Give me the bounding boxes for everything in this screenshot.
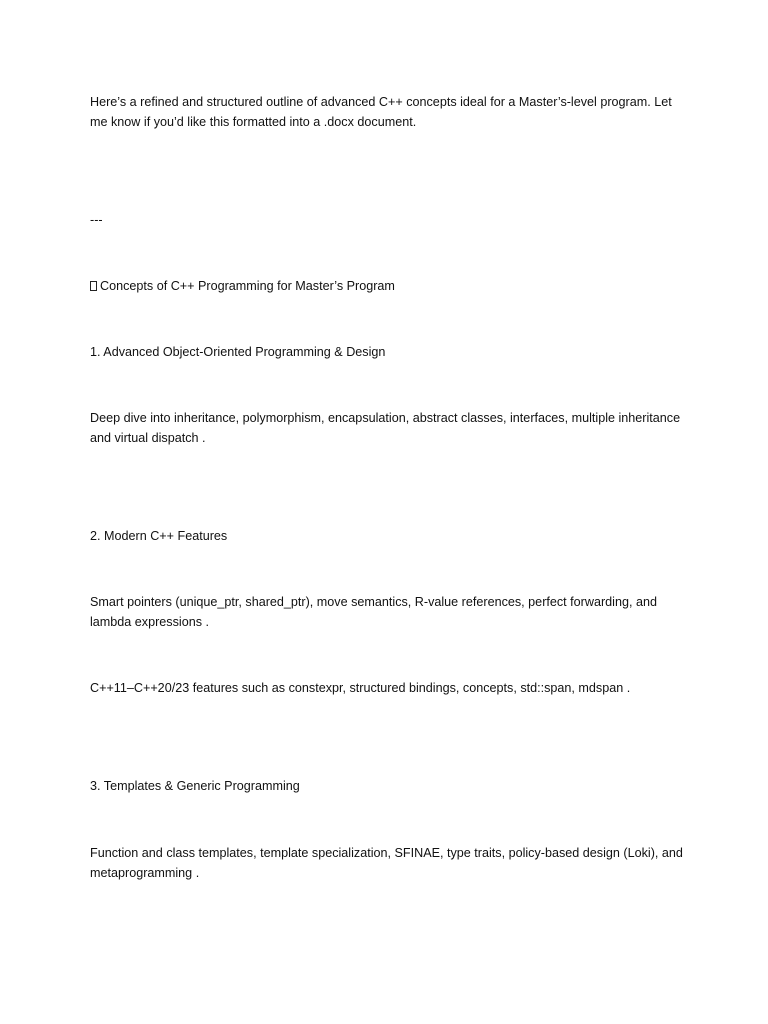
section-paragraph: Deep dive into inheritance, polymorphism, encapsulation, abstract classes, interfaces, multiple inheritance and virtual dispatch . <box>90 411 681 445</box>
section-title: 1. Advanced Object-Oriented Programming & Design <box>90 345 386 359</box>
section-paragraph: Function and class templates, template specialization, SFINAE, type traits, policy-based design (Loki), and metaprogramming . <box>90 846 683 880</box>
section-title: 3. Templates & Generic Programming <box>90 779 300 793</box>
section-title: 2. Modern C++ Features <box>90 529 228 543</box>
missing-glyph-icon <box>90 281 97 291</box>
intro-paragraph: Here’s a refined and structured outline of advanced C++ concepts ideal for a Master’s-level program. Let me know if you’d like this formatted into a .docx document. <box>90 95 672 129</box>
separator-line: --- <box>90 213 103 227</box>
section-paragraph: Smart pointers (unique_ptr, shared_ptr), move semantics, R-value references, perfect forwarding, and lambda expressions . <box>90 595 657 629</box>
document-heading <box>90 276 690 296</box>
section-paragraph: C++11–C++20/23 features such as constexpr, structured bindings, concepts, std::span, mdspan . <box>90 681 631 695</box>
document-heading-text: Concepts of C++ Programming for Master’s Program <box>100 279 395 293</box>
